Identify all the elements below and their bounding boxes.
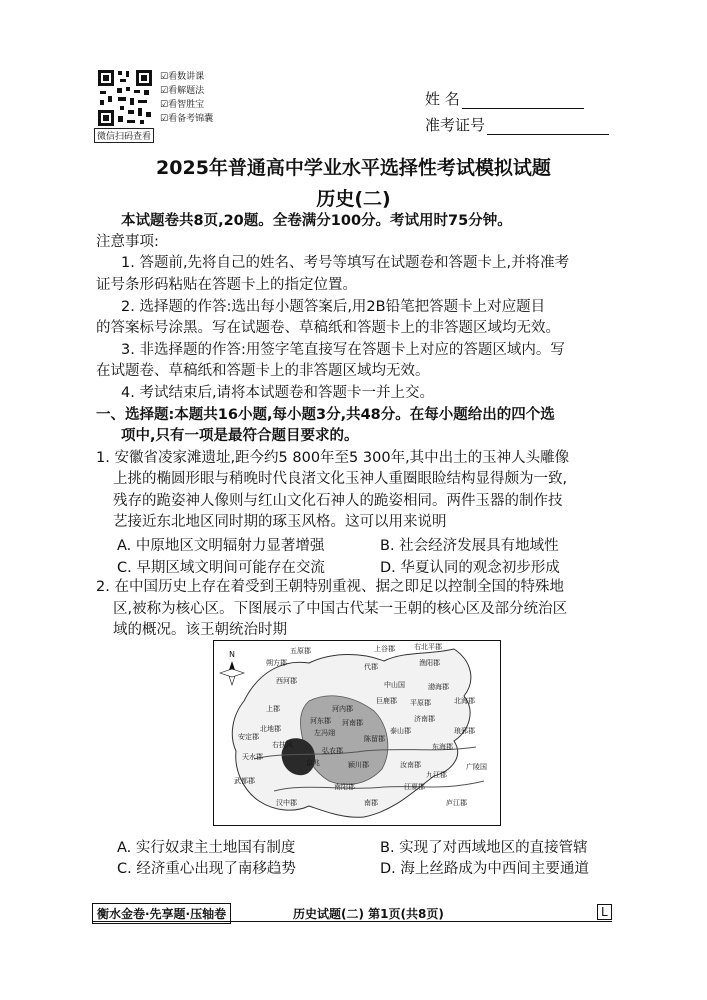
q1-option-d[interactable]: D. 华夏认同的观念初步形成 [380, 560, 560, 576]
notes-heading: 注意事项: [96, 234, 159, 250]
q1-stem-line: 上挑的椭圆形眼与稍晚时代良渚文化玉神人重圈眼睑结构显得颇为一致, [113, 471, 568, 487]
map-place-label: 江夏郡 [404, 783, 425, 791]
qr-tag: ☑ 看智胜宝 [160, 98, 213, 112]
q1-option-a[interactable]: A. 中原地区文明辐射力显著增强 [117, 538, 325, 554]
qr-caption: 微信扫码查看 [94, 128, 154, 143]
note-line: 2. 选择题的作答:选出每小题答案后,用2B铅笔把答题卡上对应题目 [121, 299, 546, 315]
map-place-label: 天水郡 [242, 753, 263, 761]
note-line: 3. 非选择题的作答:用签字笔直接写在答题卡上对应的答题区域内。写 [121, 342, 565, 358]
note-line: 证号条形码粘贴在答题卡上的指定位置。 [96, 277, 357, 293]
map-place-label: 右北平郡 [414, 643, 442, 651]
map-place-label: 广陵国 [466, 763, 487, 771]
map-place-label: 西河郡 [276, 677, 297, 685]
map-place-label: 代郡 [364, 663, 378, 671]
q1-stem-line: 残存的跪姿神人像则与红山文化石神人的跪姿相同。两件玉器的制作技 [113, 493, 563, 509]
map-place-label: 汉中郡 [276, 799, 297, 807]
name-label: 姓 名 [425, 90, 460, 108]
map-place-label: 北地郡 [260, 725, 281, 733]
q2-stem-line: 域的概况。该王朝统治时期 [113, 622, 287, 638]
map-place-label: 河南郡 [342, 719, 363, 727]
map-place-label: 巨鹿郡 [376, 697, 397, 705]
q1-option-c[interactable]: C. 早期区域文明间可能存在交流 [117, 560, 325, 576]
page-indicator: 历史试题(二) 第1页(共8页) [293, 907, 444, 921]
map-place-label: 东海郡 [432, 743, 453, 751]
map-place-label: 琅邪郡 [454, 727, 475, 735]
map-place-label: 武都郡 [234, 777, 255, 785]
map-place-label: 渤海郡 [428, 683, 449, 691]
exam-title: 2025年普通高中学业水平选择性考试模拟试题 [156, 157, 551, 179]
map-place-label: 弘农郡 [322, 747, 343, 755]
footer-rule [92, 921, 612, 922]
map-place-label: 九江郡 [426, 771, 447, 779]
q2-stem-line: 2. 在中国历史上存在着受到王朝特别重视、据之即足以控制全国的特殊地 [96, 579, 564, 595]
map-place-label: 颍川郡 [348, 761, 369, 769]
section-heading: 一、选择题:本题共16小题,每小题3分,共48分。在每小题给出的四个选 [96, 407, 555, 423]
subject-title: 历史(二) [316, 188, 391, 210]
qr-code [96, 68, 154, 128]
exam-id-label: 准考证号 [425, 116, 486, 134]
note-line: 在试题卷、草稿纸和答题卡上的非答题区域均无效。 [96, 363, 430, 379]
north-arrow [220, 650, 244, 685]
section-heading-cont: 项中,只有一项是最符合题目要求的。 [121, 428, 359, 444]
qr-tag: ☑ 看解题法 [160, 84, 213, 98]
map-place-label: 河内郡 [332, 705, 353, 713]
map-place-label: 上郡 [266, 705, 280, 713]
qr-tag-list [160, 70, 213, 126]
layout-mark: L [597, 904, 612, 920]
q2-option-a[interactable]: A. 实行奴隶主土地国有制度 [117, 840, 296, 856]
map-place-label: 陈留郡 [364, 735, 385, 743]
map-place-label: 泰山郡 [390, 727, 411, 735]
exam-summary: 本试题卷共8页,20题。全卷满分100分。考试用时75分钟。 [121, 213, 512, 229]
map-place-label: 渔阳郡 [419, 659, 440, 667]
map-place-label: 右扶风 [272, 741, 293, 749]
q1-stem-line: 艺接近东北地区同时期的琢玉风格。这可以用来说明 [113, 514, 447, 530]
q2-option-d[interactable]: D. 海上丝路成为中西间主要通道 [380, 861, 589, 877]
map-place-label: 河东郡 [310, 717, 331, 725]
map-place-label: 南阳郡 [334, 783, 355, 791]
dynasty-map [213, 640, 501, 826]
map-place-label: 汝南郡 [400, 761, 421, 769]
name-blank[interactable] [462, 94, 584, 109]
q1-stem-line: 1. 安徽省凌家滩遗址,距今约5 800年至5 300年,其中出土的玉神人头雕像 [96, 450, 570, 466]
map-place-label: 京兆 [306, 759, 320, 767]
qr-tag: ☑ 看备考锦囊 [160, 112, 213, 126]
north-label: N [229, 650, 235, 659]
name-field[interactable] [425, 88, 584, 109]
map-place-label: 上谷郡 [374, 645, 395, 653]
map-place-label: 左冯翊 [314, 729, 335, 737]
map-place-label: 平原郡 [410, 699, 431, 707]
map-place-label: 济南郡 [414, 715, 435, 723]
q1-option-b[interactable]: B. 社会经济发展具有地域性 [380, 538, 559, 554]
note-line: 1. 答题前,先将自己的姓名、考号等填写在试题卷和答题卡上,并将准考 [121, 255, 570, 271]
exam-id-field[interactable] [425, 114, 609, 135]
map-place-label: 庐江郡 [446, 799, 467, 807]
exam-id-blank[interactable] [487, 120, 609, 135]
map-place-label: 五原郡 [290, 647, 311, 655]
q2-option-c[interactable]: C. 经济重心出现了南移趋势 [117, 861, 296, 877]
note-line: 的答案标号涂黑。写在试题卷、草稿纸和答题卡上的非答题区域均无效。 [96, 320, 560, 336]
qr-tag: ☑ 看数讲课 [160, 70, 213, 84]
map-place-label: 朔方郡 [266, 659, 287, 667]
map-place-label: 中山国 [384, 681, 405, 689]
q2-option-b[interactable]: B. 实现了对西域地区的直接管辖 [380, 840, 588, 856]
series-badge: 衡水金卷·先享题·压轴卷 [92, 903, 231, 924]
map-place-label: 安定郡 [238, 733, 259, 741]
map-place-label: 北海郡 [454, 697, 475, 705]
map-place-label: 南郡 [364, 799, 378, 807]
note-line: 4. 考试结束后,请将本试题卷和答题卡一并上交。 [121, 385, 435, 401]
q2-stem-line: 区,被称为核心区。下图展示了中国古代某一王朝的核心区及部分统治区 [113, 601, 568, 617]
